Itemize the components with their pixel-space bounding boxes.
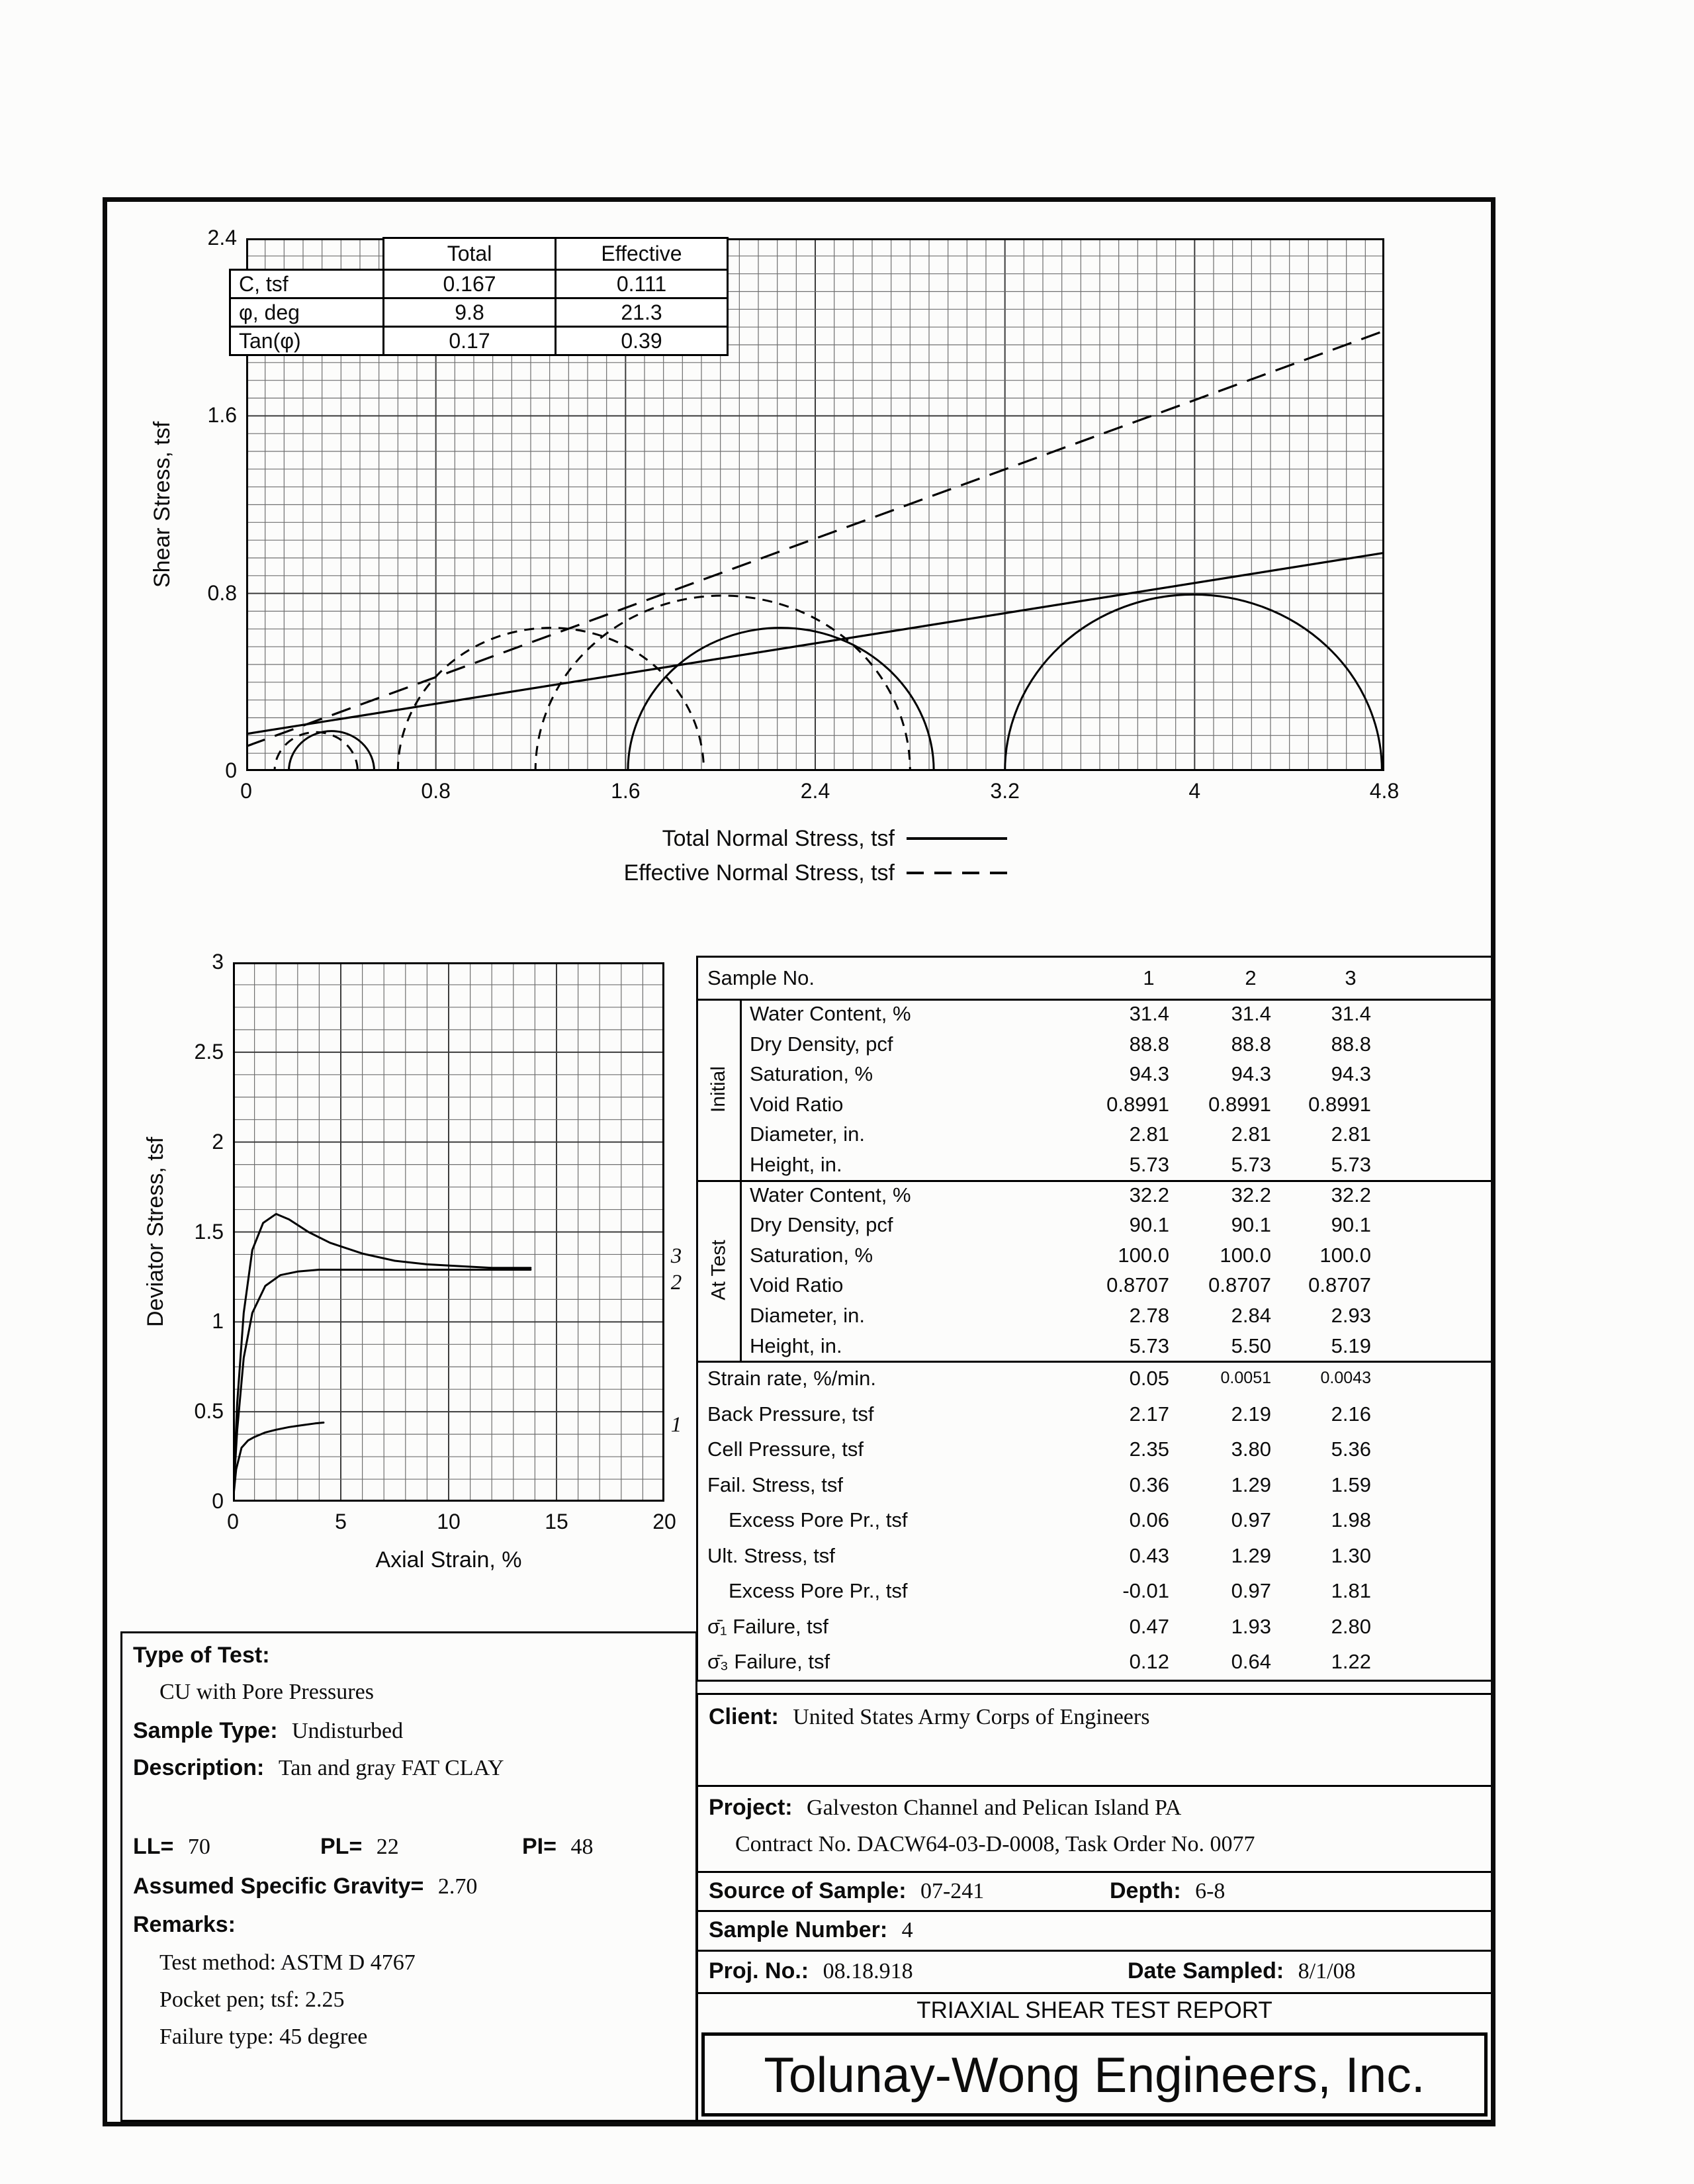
params-value: 0.111 [556, 270, 728, 298]
cell-value: 5.36 [1331, 1437, 1371, 1461]
row-label: Saturation, % [750, 1062, 873, 1086]
pl-label: PL= [320, 1834, 363, 1859]
y-tick-label: 3 [212, 950, 224, 974]
cell-value: 1.29 [1231, 1473, 1271, 1496]
params-row-label: Tan(φ) [230, 327, 384, 355]
depth-label: Depth: [1110, 1878, 1181, 1903]
row-label: Excess Pore Pr., tsf [729, 1508, 908, 1532]
x-tick-label: 1.6 [611, 779, 641, 803]
effective-line-swatch [907, 872, 1007, 874]
source-of-sample-label: Source of Sample: [709, 1878, 907, 1903]
cell-value: 5.73 [1331, 1153, 1371, 1176]
sample-table-row [698, 1538, 1491, 1574]
params-value: 0.39 [556, 327, 728, 355]
sample-table-row [698, 1609, 1491, 1645]
group-label-text: At Test [707, 1240, 730, 1300]
project-value: Galveston Channel and Pelican Island PA [807, 1796, 1182, 1820]
params-corner-cell [230, 238, 384, 270]
proj-no-label: Proj. No.: [709, 1958, 809, 1983]
client-line [709, 1704, 1149, 1730]
cell-value: 0.12 [1129, 1650, 1169, 1674]
sample-table-row [698, 1210, 1491, 1240]
row-label: σ̄₃ Failure, tsf [707, 1650, 830, 1674]
x-tick-label: 2.4 [800, 779, 830, 803]
date-sampled-value: 8/1/08 [1298, 1959, 1356, 1983]
sample-table-row [698, 1029, 1491, 1060]
cell-value: 2.93 [1331, 1304, 1371, 1327]
sample-table-row [698, 1502, 1491, 1538]
gravity-label: Assumed Specific Gravity= [133, 1874, 424, 1899]
sample-number-row [698, 1910, 1491, 1950]
cell-value: 0.0051 [1220, 1369, 1271, 1388]
row-label: Excess Pore Pr., tsf [729, 1579, 908, 1603]
pi-pair [522, 1834, 593, 1860]
sample-col-header: 1 [1143, 966, 1155, 989]
cell-value: 5.50 [1231, 1334, 1271, 1357]
row-label: Saturation, % [750, 1243, 873, 1267]
cell-value: 88.8 [1231, 1032, 1271, 1056]
mohr-legend [517, 821, 1007, 890]
ll-pair [133, 1834, 210, 1860]
date-sampled-label: Date Sampled: [1128, 1958, 1284, 1983]
cell-value: 1.98 [1331, 1508, 1371, 1532]
x-tick-label: 20 [652, 1510, 676, 1533]
legend-total-label: Total Normal Stress, tsf [662, 825, 895, 851]
cell-value: 1.29 [1231, 1543, 1271, 1567]
report-frame [103, 197, 1495, 2126]
depth-value: 6-8 [1195, 1879, 1226, 1903]
sample-type-row [133, 1718, 403, 1744]
depth-pair [1110, 1878, 1225, 1904]
row-label: Fail. Stress, tsf [707, 1473, 843, 1496]
params-row-tanphi [230, 327, 728, 355]
type-of-test-label: Type of Test: [133, 1643, 270, 1668]
cell-value: 0.8991 [1308, 1092, 1371, 1116]
pi-label: PI= [522, 1834, 557, 1859]
params-header-row [230, 238, 728, 270]
cell-value: 5.19 [1331, 1334, 1371, 1357]
row-label: Dry Density, pcf [750, 1213, 893, 1237]
cell-value: 2.35 [1129, 1437, 1169, 1461]
params-row-phi [230, 298, 728, 327]
params-row-label: C, tsf [230, 270, 384, 298]
sample-table-row [698, 1150, 1491, 1180]
ll-label: LL= [133, 1834, 174, 1859]
row-label: Height, in. [750, 1153, 842, 1176]
sample-table-row [698, 1089, 1491, 1120]
cell-value: 0.0043 [1320, 1369, 1371, 1388]
params-value: 0.17 [384, 327, 556, 355]
x-tick-label: 0 [240, 779, 252, 803]
row-label: Diameter, in. [750, 1122, 866, 1146]
contract-line: Contract No. DACW64-03-D-0008, Task Order No. 0077 [735, 1832, 1255, 1856]
gravity-value: 2.70 [437, 1874, 478, 1899]
cell-value: 2.81 [1231, 1122, 1271, 1146]
cell-value: 94.3 [1331, 1062, 1371, 1086]
legend-effective-label: Effective Normal Stress, tsf [623, 860, 895, 886]
cell-value: 3.80 [1231, 1437, 1271, 1461]
cell-value: 90.1 [1129, 1213, 1169, 1237]
row-label: Diameter, in. [750, 1304, 866, 1327]
cell-value: 90.1 [1331, 1213, 1371, 1237]
project-info-box [696, 1693, 1491, 2122]
cell-value: 0.8707 [1208, 1273, 1271, 1297]
cell-value: 31.4 [1331, 1002, 1371, 1025]
test-info-box [120, 1631, 697, 2122]
sample-number-label: Sample Number: [709, 1917, 888, 1942]
pl-value: 22 [376, 1835, 399, 1859]
atterberg-limits-row [133, 1834, 676, 1863]
params-value: 9.8 [384, 298, 556, 327]
remark-line: Failure type: 45 degree [159, 2025, 368, 2049]
x-tick-label: 4.8 [1369, 779, 1400, 803]
y-tick-label: 2 [212, 1129, 224, 1154]
row-label: Height, in. [750, 1334, 842, 1357]
sample-table-row [698, 1059, 1491, 1089]
cell-value: 1.30 [1331, 1543, 1371, 1567]
project-line [709, 1795, 1181, 1821]
cell-value: 100.0 [1118, 1243, 1169, 1267]
sample-table-row [698, 1270, 1491, 1300]
report-title: TRIAXIAL SHEAR TEST REPORT [916, 1997, 1272, 2023]
client-value: United States Army Corps of Engineers [793, 1705, 1150, 1729]
params-row-cohesion [230, 270, 728, 298]
sample-number-value: 4 [901, 1918, 913, 1942]
source-depth-row [698, 1871, 1491, 1910]
total-stress-circle [289, 731, 375, 771]
cell-value: 0.06 [1129, 1508, 1169, 1532]
strength-parameters-table [229, 237, 729, 356]
x-tick-label: 15 [545, 1510, 568, 1533]
sample-table-row [698, 1331, 1491, 1361]
cell-value: 1.81 [1331, 1579, 1371, 1603]
legend-total-row [517, 821, 1007, 856]
params-header-effective: Effective [556, 238, 728, 270]
row-label: Cell Pressure, tsf [707, 1437, 864, 1461]
stress-strain-chart [143, 950, 682, 1572]
y-tick-label: 0.5 [194, 1399, 224, 1424]
sample-col-header: 2 [1245, 966, 1257, 989]
pi-value: 48 [570, 1835, 594, 1859]
cell-value: 2.81 [1129, 1122, 1169, 1146]
grid [233, 962, 664, 1502]
x-tick-label: 0.8 [421, 779, 451, 803]
cell-value: 100.0 [1319, 1243, 1371, 1267]
date-sampled-pair [1128, 1958, 1356, 1984]
strain-x-axis-title: Axial Strain, % [375, 1547, 522, 1572]
description-row [133, 1755, 504, 1781]
y-tick-label: 0 [225, 758, 237, 782]
sample-type-value: Undisturbed [292, 1719, 404, 1743]
project-row [698, 1785, 1491, 1871]
cell-value: -0.01 [1122, 1579, 1169, 1603]
cell-value: 5.73 [1231, 1153, 1271, 1176]
sample-col-header: 3 [1345, 966, 1357, 989]
y-tick-label: 0.8 [207, 580, 237, 605]
row-label: Water Content, % [750, 1183, 911, 1206]
cell-value: 2.16 [1331, 1402, 1371, 1426]
specific-gravity-row [133, 1874, 477, 1899]
cell-value: 0.8991 [1208, 1092, 1271, 1116]
cell-value: 32.2 [1231, 1183, 1271, 1206]
cell-value: 2.84 [1231, 1304, 1271, 1327]
cell-value: 32.2 [1129, 1183, 1169, 1206]
cell-value: 90.1 [1231, 1213, 1271, 1237]
report-title-row [698, 1992, 1491, 2029]
cell-value: 0.8707 [1106, 1273, 1169, 1297]
cell-value: 0.36 [1129, 1473, 1169, 1496]
row-label: Ult. Stress, tsf [707, 1543, 835, 1567]
y-tick-label: 0 [212, 1489, 224, 1513]
stress-strain-curve-2 [233, 1270, 531, 1502]
cell-value: 0.8707 [1308, 1273, 1371, 1297]
proj-no-row [698, 1950, 1491, 1992]
sample-table-row [698, 1432, 1491, 1467]
row-label: Water Content, % [750, 1002, 911, 1025]
params-header-total: Total [384, 238, 556, 270]
company-name: Tolunay-Wong Engineers, Inc. [764, 2046, 1425, 2103]
sample-table-row [698, 1573, 1491, 1609]
params-value: 21.3 [556, 298, 728, 327]
row-label: σ̄₁ Failure, tsf [707, 1614, 828, 1638]
sample-no-header-row [698, 958, 1491, 999]
sample-table-row [698, 999, 1491, 1029]
cell-value: 0.97 [1231, 1579, 1271, 1603]
remarks-label: Remarks: [133, 1912, 236, 1937]
ll-value: 70 [187, 1835, 210, 1859]
client-row [698, 1695, 1491, 1785]
cell-value: 94.3 [1129, 1062, 1169, 1086]
curve-label-2: 2 [670, 1271, 682, 1295]
cell-value: 0.64 [1231, 1650, 1271, 1674]
stress-strain-curve-3 [233, 1214, 531, 1502]
cell-value: 2.78 [1129, 1304, 1169, 1327]
sample-table-row [698, 1644, 1491, 1680]
cell-value: 100.0 [1220, 1243, 1271, 1267]
sample-table-row [698, 1467, 1491, 1503]
client-label: Client: [709, 1704, 779, 1729]
sample-table-row [698, 1119, 1491, 1150]
curve-label-1: 1 [670, 1412, 682, 1437]
cell-value: 32.2 [1331, 1183, 1371, 1206]
x-tick-label: 3.2 [990, 779, 1020, 803]
sample-type-label: Sample Type: [133, 1718, 278, 1743]
source-line [709, 1878, 1226, 1904]
cell-value: 0.43 [1129, 1543, 1169, 1567]
description-value: Tan and gray FAT CLAY [278, 1756, 504, 1780]
source-of-sample-value: 07-241 [920, 1879, 985, 1903]
sample-data-table [696, 956, 1491, 1682]
type-of-test-value: CU with Pore Pressures [159, 1680, 374, 1704]
remark-line: Pocket pen; tsf: 2.25 [159, 1987, 345, 2012]
cell-value: 1.93 [1231, 1614, 1271, 1638]
cell-value: 88.8 [1129, 1032, 1169, 1056]
y-tick-label: 2.4 [207, 226, 237, 250]
sample-table-row [698, 1240, 1491, 1271]
sample-table-row [698, 1300, 1491, 1331]
pl-pair [320, 1834, 399, 1860]
cell-value: 0.05 [1129, 1367, 1169, 1390]
sample-table-row [698, 1361, 1491, 1396]
params-row-label: φ, deg [230, 298, 384, 327]
cell-value: 88.8 [1331, 1032, 1371, 1056]
row-label: Dry Density, pcf [750, 1032, 893, 1056]
x-tick-label: 0 [227, 1510, 239, 1533]
y-tick-label: 2.5 [194, 1039, 224, 1064]
strain-plot-canvas [233, 962, 664, 1502]
sample-table-row [698, 1396, 1491, 1432]
x-tick-label: 10 [437, 1510, 461, 1533]
cell-value: 2.19 [1231, 1402, 1271, 1426]
cell-value: 5.73 [1129, 1153, 1169, 1176]
cell-value: 94.3 [1231, 1062, 1271, 1086]
cell-value: 5.73 [1129, 1334, 1169, 1357]
legend-effective-row [517, 856, 1007, 890]
cell-value: 0.97 [1231, 1508, 1271, 1532]
project-label: Project: [709, 1795, 793, 1820]
mohr-y-axis-title: Shear Stress, tsf [150, 421, 175, 588]
row-label: Back Pressure, tsf [707, 1402, 874, 1426]
y-tick-label: 1.5 [194, 1219, 224, 1244]
y-tick-label: 1.6 [207, 403, 237, 428]
proj-no-line [709, 1958, 1356, 1984]
x-tick-label: 4 [1188, 779, 1201, 803]
cell-value: 0.47 [1129, 1614, 1169, 1638]
effective-stress-circle [275, 732, 357, 771]
x-tick-label: 5 [335, 1510, 347, 1533]
mohr-circle-chart [150, 226, 1400, 803]
effective-stress-circle [535, 596, 910, 771]
total-line-swatch [907, 837, 1007, 840]
remark-line: Test method: ASTM D 4767 [159, 1950, 416, 1975]
row-label: Void Ratio [750, 1273, 844, 1297]
cell-value: 2.17 [1129, 1402, 1169, 1426]
proj-no-value: 08.18.918 [823, 1959, 913, 1983]
cell-value: 1.22 [1331, 1650, 1371, 1674]
curve-label-3: 3 [670, 1244, 682, 1268]
sample-number-line [709, 1917, 913, 1943]
strain-y-axis-title: Deviator Stress, tsf [143, 1136, 168, 1328]
cell-value: 2.81 [1331, 1122, 1371, 1146]
cell-value: 31.4 [1129, 1002, 1169, 1025]
company-row [698, 2029, 1491, 2120]
cell-value: 2.80 [1331, 1614, 1371, 1638]
description-label: Description: [133, 1755, 265, 1780]
cell-value: 1.59 [1331, 1473, 1371, 1496]
sample-no-label: Sample No. [707, 966, 815, 989]
cell-value: 0.8991 [1106, 1092, 1169, 1116]
row-label: Strain rate, %/min. [707, 1367, 876, 1390]
params-value: 0.167 [384, 270, 556, 298]
group-label-text: Initial [707, 1066, 730, 1113]
y-tick-label: 1 [212, 1309, 224, 1334]
sample-table-row [698, 1180, 1491, 1210]
cell-value: 31.4 [1231, 1002, 1271, 1025]
company-name-box [701, 2032, 1488, 2116]
row-label: Void Ratio [750, 1092, 844, 1116]
